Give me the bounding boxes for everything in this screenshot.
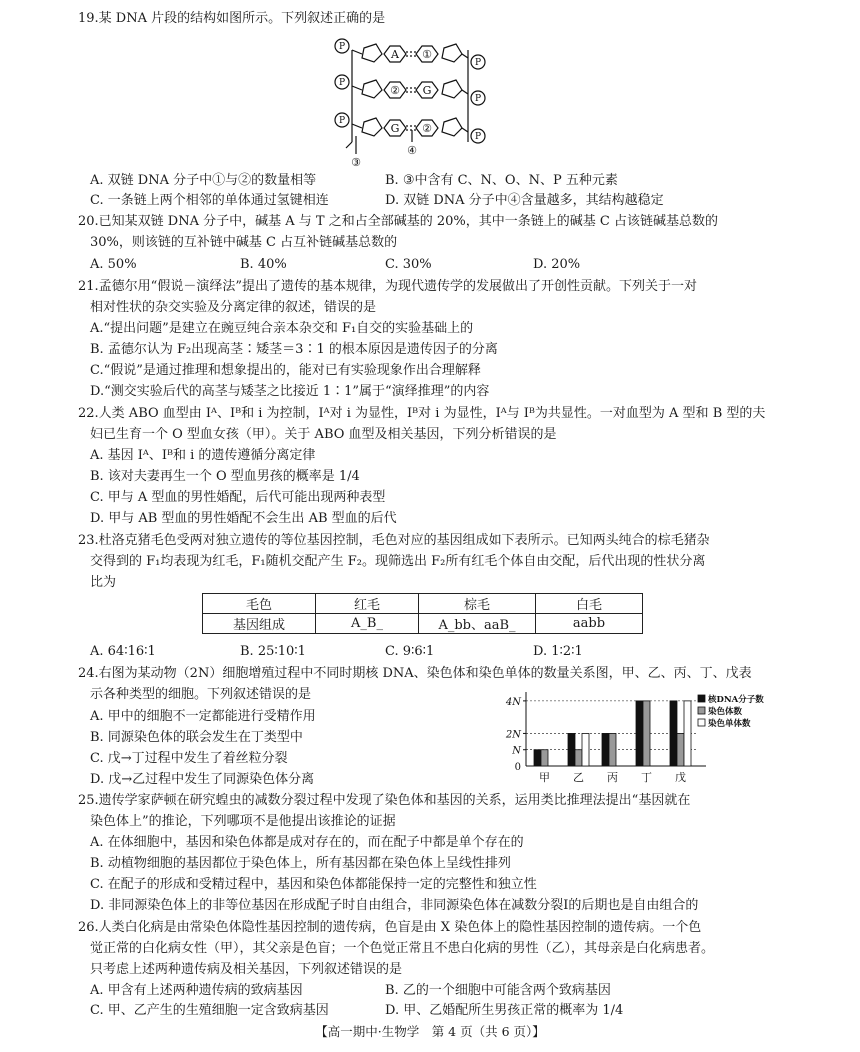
label-3: ③ — [351, 156, 361, 169]
q24-stem-line2: 示各种类型的细胞。下列叙述错误的是 — [90, 687, 312, 702]
q25-option-d: D. 非同源染色体上的非等位基因在形成配子时自由组合，非同源染色体在减数分裂Ⅰ的后期也是自由组合的 — [90, 898, 699, 913]
x-tick-label: 戊 — [675, 771, 686, 784]
table-header-row — [203, 594, 643, 614]
q20-option-d: D. 20% — [533, 257, 581, 272]
q24-option-a: A. 甲中的细胞不一定都能进行受精作用 — [90, 709, 316, 724]
q22-option-b: B. 该对夫妻再生一个 O 型血男孩的概率是 1/4 — [90, 469, 360, 484]
table-cell: 基因组成 — [203, 614, 316, 634]
q19-option-c: C. 一条链上两个相邻的单体通过氢键相连 — [90, 193, 329, 208]
q26-option-b: B. 乙的一个细胞中可能含两个致病基因 — [385, 983, 611, 998]
legend-swatch — [698, 695, 705, 702]
q19-option-b: B. ③中含有 C、N、O、N、P 五种元素 — [385, 173, 618, 188]
phosphate-label: P — [474, 132, 482, 142]
q20-stem-line2: 30%，则该链的互补链中碱基 C 占互补链碱基总数的 — [90, 235, 398, 250]
q22-stem-line1: 22.人类 ABO 血型由 Iᴬ、Iᴮ和 i 为控制，Iᴬ对 i 为显性，Iᴮ对 i 为显性，Iᴬ与 Iᴮ为共显性。一对血型为 A 型和 B 型的夫 — [78, 406, 766, 421]
y-tick-label: 2N — [505, 729, 521, 741]
bar-1 — [609, 733, 616, 766]
q20-option-b: B. 40% — [240, 257, 287, 272]
label-2: ② — [390, 84, 400, 97]
bar-1 — [541, 750, 548, 766]
phosphate-label: P — [474, 94, 482, 104]
bar-0 — [602, 733, 609, 766]
q24-stem-line1: 24.右图为某动物（2N）细胞增殖过程中不同时期核 DNA、染色体和染色单体的数量关系图，甲、乙、丙、丁、戊表 — [78, 666, 752, 681]
x-tick-label: 丙 — [607, 771, 618, 784]
bar-0 — [534, 750, 541, 766]
phosphate-label: P — [338, 116, 346, 126]
legend-label: 染色单体数 — [708, 719, 751, 729]
genotype-table — [202, 593, 643, 634]
q25-stem-line1: 25.遗传学家萨顿在研究蝗虫的减数分裂过程中发现了染色体和基因的关系，运用类比推理法提出“基因就在 — [78, 793, 691, 808]
q23-option-b: B. 25∶10∶1 — [240, 644, 306, 659]
phosphate-label: P — [338, 42, 346, 52]
legend-label: 染色体数 — [708, 707, 743, 717]
q25-option-b: B. 动植物细胞的基因都位于染色体上，所有基因都在染色体上呈线性排列 — [90, 856, 511, 871]
q22-option-a: A. 基因 Iᴬ、Iᴮ和 i 的遗传遵循分离定律 — [90, 448, 316, 463]
table-header-cell: 红毛 — [316, 594, 419, 614]
q23-option-a: A. 64∶16∶1 — [90, 644, 156, 659]
bar-2 — [582, 733, 589, 766]
q19-stem: 19.某 DNA 片段的结构如图所示。下列叙述正确的是 — [78, 11, 386, 26]
cell-count-bar-chart — [490, 688, 790, 788]
q24-option-d: D. 戊→乙过程中发生了同源染色体分离 — [90, 772, 315, 787]
q20-option-c: C. 30% — [385, 257, 432, 272]
x-tick-label: 丁 — [641, 771, 652, 784]
page-footer: 【高一期中·生物学 第 4 页（共 6 页）】 — [315, 1024, 545, 1039]
q19-option-a: A. 双链 DNA 分子中①与②的数量相等 — [90, 173, 317, 188]
q25-stem-line2: 染色体上”的推论，下列哪项不是他提出该推论的证据 — [90, 814, 396, 829]
label-2: ② — [422, 122, 432, 135]
q26-stem-line2: 觉正常的白化病女性（甲），其父亲是色盲；一个色觉正常且不患白化病的男性（乙），其母亲是白化病患者。 — [90, 941, 715, 956]
base-a-label: A — [391, 48, 399, 61]
table-cell: aabb — [536, 614, 643, 634]
q26-stem-line1: 26.人类白化病是由常染色体隐性基因控制的遗传病，色盲是由 X 染色体上的隐性基因控制的遗传病。一个色 — [78, 920, 702, 935]
q22-option-d: D. 甲与 AB 型血的男性婚配不会生出 AB 型血的后代 — [90, 511, 397, 526]
legend-swatch — [698, 719, 705, 726]
y-origin-label: 0 — [514, 762, 521, 773]
table-header-cell: 棕毛 — [419, 594, 536, 614]
q19-option-d: D. 双链 DNA 分子中④含量越多，其结构越稳定 — [385, 193, 664, 208]
base-g-label: G — [422, 84, 432, 97]
q22-stem-line2: 妇已生育一个 O 型血女孩（甲）。关于 ABO 血型及相关基因，下列分析错误的是 — [90, 427, 557, 442]
q26-option-c: C. 甲、乙产生的生殖细胞一定含致病基因 — [90, 1003, 329, 1018]
bar-2 — [684, 701, 691, 766]
table-cell: A_B_ — [316, 614, 419, 634]
table-row — [203, 614, 643, 634]
label-1: ① — [422, 48, 432, 61]
q21-option-d: D.“测交实验后代的高茎与矮茎之比接近 1∶1”属于“演绎推理”的内容 — [90, 384, 490, 399]
q23-stem-line3: 比为 — [90, 575, 117, 590]
y-tick-label: N — [512, 745, 521, 757]
q23-stem-line2: 交得到的 F₁均表现为红毛，F₁随机交配产生 F₂。现筛选出 F₂所有红毛个体自由交配，后代出现的性状分离 — [90, 554, 706, 569]
phosphate-label: P — [338, 78, 346, 88]
q21-stem-line1: 21.孟德尔用“假说－演绎法”提出了遗传的基本规律，为现代遗传学的发展做出了开创性贡献。下列关于一对 — [78, 279, 697, 294]
bar-1 — [677, 733, 684, 766]
q26-stem-line3: 只考虑上述两种遗传病及相关基因，下列叙述错误的是 — [90, 962, 403, 977]
x-tick-label: 甲 — [539, 771, 550, 784]
q21-option-b: B. 孟德尔认为 F₂出现高茎∶矮茎＝3∶1 的根本原因是遗传因子的分离 — [90, 342, 498, 357]
q23-option-c: C. 9∶6∶1 — [385, 644, 435, 659]
table-header-cell: 毛色 — [203, 594, 316, 614]
bar-1 — [643, 701, 650, 766]
bar-1 — [575, 750, 582, 766]
q26-option-d: D. 甲、乙婚配所生男孩正常的概率为 1/4 — [385, 1003, 624, 1018]
base-g-label: G — [390, 122, 400, 135]
bar-0 — [670, 701, 677, 766]
q24-option-b: B. 同源染色体的联会发生在丁类型中 — [90, 730, 303, 745]
table-cell: A_bb、aaB_ — [419, 614, 536, 634]
phosphate-label: P — [474, 58, 482, 68]
q24-option-c: C. 戊→丁过程中发生了着丝粒分裂 — [90, 751, 288, 766]
bar-0 — [636, 701, 643, 766]
bar-0 — [568, 733, 575, 766]
q23-option-d: D. 1∶2∶1 — [533, 644, 583, 659]
table-header-cell: 白毛 — [536, 594, 643, 614]
legend-label: 核DNA分子数 — [708, 695, 764, 705]
q21-stem-line2: 相对性状的杂交实验及分离定律的叙述，错误的是 — [90, 300, 377, 315]
q20-option-a: A. 50% — [90, 257, 137, 272]
x-tick-label: 乙 — [573, 771, 584, 784]
legend-swatch — [698, 707, 705, 714]
label-4: ④ — [407, 144, 417, 157]
q26-option-a: A. 甲含有上述两种遗传病的致病基因 — [90, 983, 303, 998]
q20-stem-line1: 20.已知某双链 DNA 分子中，碱基 A 与 T 之和占全部碱基的 20%，其中一条链上的碱基 C 占该链碱基总数的 — [78, 214, 718, 229]
dna-structure-diagram — [320, 30, 500, 172]
q25-option-a: A. 在体细胞中，基因和染色体都是成对存在的，而在配子中都是单个存在的 — [90, 835, 524, 850]
q25-option-c: C. 在配子的形成和受精过程中，基因和染色体都能保持一定的完整性和独立性 — [90, 877, 537, 892]
y-tick-label: 4N — [505, 696, 521, 708]
q21-option-c: C.“假说”是通过推理和想象提出的，能对已有实验现象作出合理解释 — [90, 363, 481, 378]
q23-stem-line1: 23.杜洛克猪毛色受两对独立遗传的等位基因控制，毛色对应的基因组成如下表所示。已知两头纯合的棕毛猪杂 — [78, 533, 710, 548]
q21-option-a: A.“提出问题”是建立在豌豆纯合亲本杂交和 F₁自交的实验基础上的 — [90, 321, 474, 336]
q22-option-c: C. 甲与 A 型血的男性婚配，后代可能出现两种表型 — [90, 490, 386, 505]
